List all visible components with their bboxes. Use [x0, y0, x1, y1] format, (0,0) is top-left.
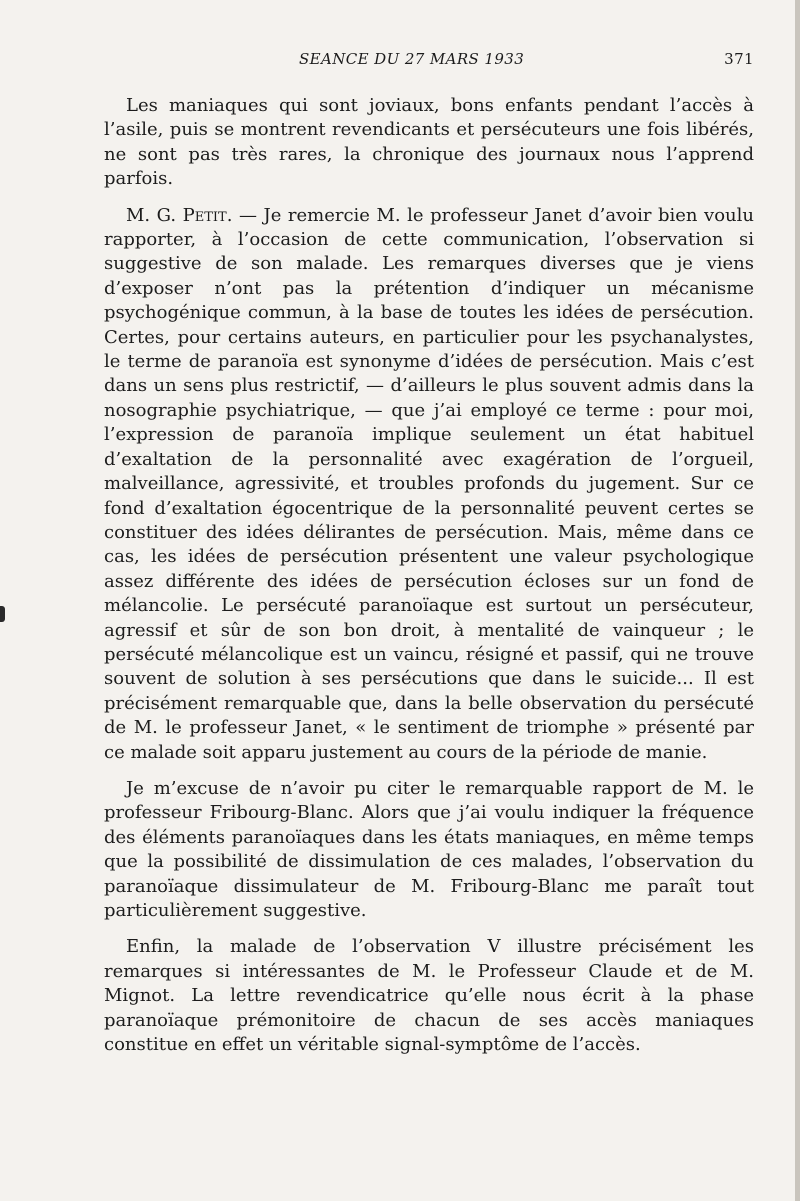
page-edge-shadow	[795, 0, 800, 1201]
paragraph-4	[104, 935, 754, 1057]
paragraph-1	[104, 94, 754, 192]
body-text	[104, 94, 754, 1057]
paragraph-2	[104, 204, 754, 765]
running-head	[104, 50, 754, 74]
paragraph-1-text: Les maniaques qui sont joviaux, bons enfants pendant l’accès à l’asile, puis se montrent revendicants et persécuteurs une fois libérés, ne sont pas très rares, la chronique des journaux nous l’apprend parfois.	[104, 95, 754, 190]
paragraph-2-text: — Je remercie M. le professeur Janet d’avoir bien voulu rapporter, à l’occasion de cette communication, l’observation si suggestive de son malade. Les remarques diverses que je viens d’exposer n’ont pas la prétention d’indiquer un mécanisme psychogénique commun, à la base de toutes les idées de persécution. Certes, pour certains auteurs, en particulier pour les psychanalystes, le terme de paranoïa est synonyme d’idées de persécution. Mais c’est dans un sens plus restrictif, — d’ailleurs le plus souvent admis dans la nosographie psychiatrique, — que j’ai employé ce terme : pour moi, l’expression de paranoïa implique seulement un état habituel d’exaltation de la personnalité avec exagération de l’orgueil, malveillance, agressivité, et troubles profonds du jugement. Sur ce fond d’exaltation égocentrique de la personnalité peuvent certes se constituer des idées délirantes de persécution. Mais, même dans ce cas, les idées de persécution présentent une valeur psychologique assez différente des idées de persécution écloses sur un fond de mélancolie. Le persécuté paranoïaque est surtout un persécuteur, agressif et sûr de son bon droit, à mentalité de vainqueur ; le persécuté mélancolique est un vaincu, résigné et passif, qui ne trouve souvent de solution à ses persécutions que dans le suicide... Il est précisément remarquable que, dans la belle observation du persécuté de M. le professeur Janet, « le sentiment de triomphe » présenté par ce malade soit apparu justement au cours de la période de manie.	[104, 204, 754, 763]
paragraph-4-text: Enfin, la malade de l’observation V illustre précisément les remarques si intéressantes de M. le Professeur Claude et de M. Mignot. La lettre revendicatrice qu’elle nous écrit à la phase paranoïaque prémonitoire de chacun de ses accès maniaques constitue en effet un véritable signal-symptôme de l’accès.	[104, 936, 754, 1056]
speaker-name: M. G. Petit.	[126, 204, 233, 226]
paragraph-3-text: Je m’excuse de n’avoir pu citer le remarquable rapport de M. le professeur Fribourg-Blanc. Alors que j’ai voulu indiquer la fréquence des éléments paranoïaques dans les états maniaques, en même temps que la possibilité de dissimulation de ces malades, l’observation du paranoïaque dissimulateur de M. Fribourg-Blanc me paraît tout particulièrement suggestive.	[104, 777, 754, 921]
binding-mark	[0, 606, 5, 622]
page-number: 371	[724, 50, 754, 68]
paragraph-3	[104, 777, 754, 923]
running-head-title: SEANCE DU 27 MARS 1933	[299, 50, 525, 68]
